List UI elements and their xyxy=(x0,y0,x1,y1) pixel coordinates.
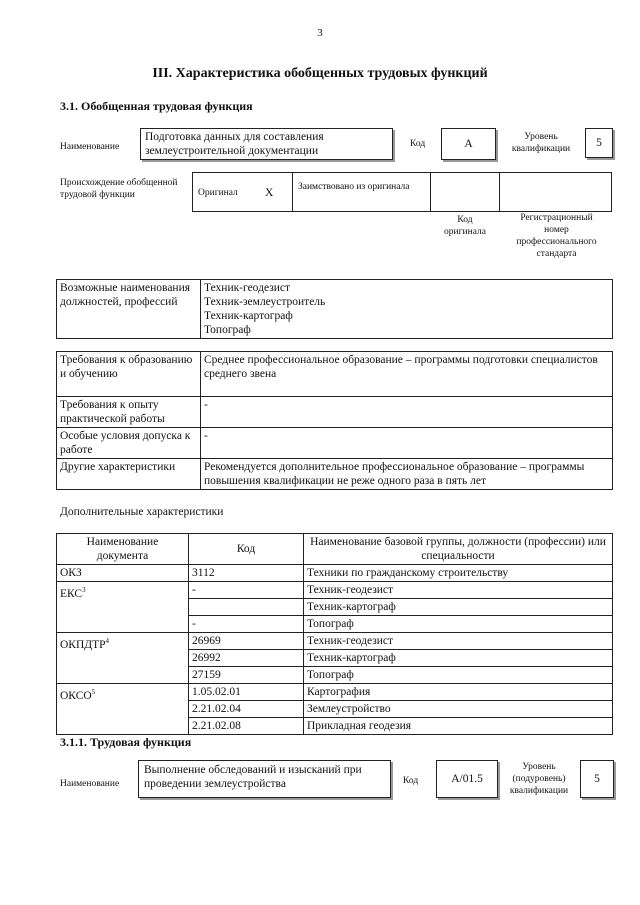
col-code-header: Код xyxy=(189,534,304,565)
position-item: Техник-геодезист xyxy=(204,282,291,294)
position-item: Техник-картограф xyxy=(204,310,293,322)
doc-footnote: 4 xyxy=(105,637,110,645)
positions-values xyxy=(201,280,613,339)
requirements-table xyxy=(56,351,613,490)
gf-code-box xyxy=(441,128,496,160)
origin-divider-2 xyxy=(430,172,431,212)
requirement-row xyxy=(57,428,613,459)
reg-number-caption: Регистрационный номер профессионального стандарта xyxy=(516,213,597,259)
doc-name: ОКПДТР xyxy=(60,638,106,651)
requirement-row xyxy=(57,352,613,397)
doc-name: ОКСО xyxy=(60,689,92,702)
code-cell: - xyxy=(189,616,304,633)
table-row xyxy=(57,633,613,650)
borrowed-label: Заимствовано из оригинала xyxy=(298,182,410,192)
gf-level-label: Уровень квалификации xyxy=(511,132,571,154)
requirement-value: Рекомендуется дополнительное профессиональное образование – программы повышения квалификации не реже одного раза в пять лет xyxy=(201,459,613,490)
name-cell: Землеустройство xyxy=(304,701,613,718)
requirement-row xyxy=(57,459,613,490)
name-cell: Техник-геодезист xyxy=(304,582,613,599)
code-cell: 27159 xyxy=(189,667,304,684)
requirement-value: - xyxy=(201,397,613,428)
lf-name-box xyxy=(138,760,391,798)
name-cell: Техник-картограф xyxy=(304,650,613,667)
gf-origin-label: Происхождение обобщенной трудовой функции xyxy=(60,178,178,200)
position-item: Топограф xyxy=(204,324,251,336)
col-doc-header: Наименование документа xyxy=(57,534,189,565)
doc-cell xyxy=(57,684,189,735)
positions-label: Возможные наименования должностей, профессий xyxy=(57,280,201,339)
gf-code-label: Код xyxy=(410,139,426,149)
gf-level-box xyxy=(585,128,613,158)
additional-heading: Дополнительные характеристики xyxy=(60,506,224,518)
name-cell: Топограф xyxy=(304,667,613,684)
generalized-function-heading: 3.1. Обобщенная трудовая функция xyxy=(60,99,253,113)
gf-code-value: А xyxy=(464,138,473,150)
requirement-label: Особые условия допуска к работе xyxy=(57,428,201,459)
original-label: Оригинал xyxy=(198,188,238,198)
page-number: 3 xyxy=(317,27,323,39)
positions-table xyxy=(56,279,613,339)
doc-name: ЕКС xyxy=(60,587,83,600)
requirement-value: Среднее профессиональное образование – программы подготовки специалистов среднего звена xyxy=(201,352,613,397)
code-cell: 2.21.02.08 xyxy=(189,718,304,735)
requirement-label: Требования к образованию и обучению xyxy=(57,352,201,397)
requirement-value: - xyxy=(201,428,613,459)
lf-name-label: Наименование xyxy=(60,779,120,789)
gf-name-value: Подготовка данных для составления землеустроительной документации xyxy=(145,131,324,157)
origin-divider-1 xyxy=(292,172,293,212)
name-cell: Техник-геодезист xyxy=(304,633,613,650)
gf-level-value: 5 xyxy=(596,137,602,149)
position-item: Техник-землеустроитель xyxy=(204,296,326,308)
lf-level-label: Уровень (подуровень) квалификации xyxy=(509,762,569,796)
code-cell: 26969 xyxy=(189,633,304,650)
col-name-header: Наименование базовой группы, должности (профессии) или специальности xyxy=(304,534,613,565)
lf-code-value: А/01.5 xyxy=(451,773,483,785)
requirement-label: Требования к опыту практической работы xyxy=(57,397,201,428)
gf-name-box xyxy=(140,128,393,160)
table-row xyxy=(57,565,613,582)
lf-code-box xyxy=(436,760,498,798)
name-cell: Техники по гражданскому строительству xyxy=(304,565,613,582)
requirement-label: Другие характеристики xyxy=(57,459,201,490)
name-cell: Топограф xyxy=(304,616,613,633)
name-cell: Прикладная геодезия xyxy=(304,718,613,735)
doc-cell xyxy=(57,633,189,684)
labor-function-heading: 3.1.1. Трудовая функция xyxy=(60,735,192,749)
origin-code-caption: Код оригинала xyxy=(444,215,486,237)
doc-cell xyxy=(57,565,189,582)
code-cell: - xyxy=(189,582,304,599)
requirement-row xyxy=(57,397,613,428)
doc-footnote: 5 xyxy=(91,688,96,696)
section-title: III. Характеристика обобщенных трудовых функций xyxy=(152,66,488,81)
lf-code-label: Код xyxy=(403,776,419,786)
lf-level-box xyxy=(580,760,614,798)
original-mark: Х xyxy=(265,187,274,199)
lf-level-value: 5 xyxy=(594,773,600,785)
code-cell: 1.05.02.01 xyxy=(189,684,304,701)
gf-name-label: Наименование xyxy=(60,142,120,152)
code-cell: 2.21.02.04 xyxy=(189,701,304,718)
table-row xyxy=(57,684,613,701)
additional-header-row xyxy=(57,534,613,565)
code-cell: 3112 xyxy=(189,565,304,582)
code-cell: 26992 xyxy=(189,650,304,667)
doc-name: ОКЗ xyxy=(60,567,82,579)
doc-footnote: 3 xyxy=(82,586,86,594)
doc-cell xyxy=(57,582,189,633)
additional-table xyxy=(56,533,613,735)
name-cell: Техник-картограф xyxy=(304,599,613,616)
table-row xyxy=(57,582,613,599)
lf-name-value: Выполнение обследований и изысканий при проведении землеустройства xyxy=(144,764,362,790)
name-cell: Картография xyxy=(304,684,613,701)
code-cell xyxy=(189,599,304,616)
origin-divider-3 xyxy=(499,172,500,212)
